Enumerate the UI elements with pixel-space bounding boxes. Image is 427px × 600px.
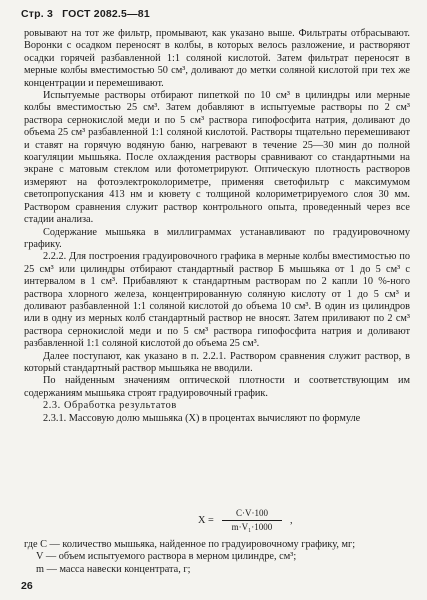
paragraph-graph: По найденным значениям оптической плотности и соответствующим им содержаниям мышьяка строят градуировочный график. [24, 375, 410, 399]
formula-denominator: m·V₁·1000 [231, 522, 273, 532]
page-number: 26 [21, 580, 33, 592]
definition-c: где C — количество мышьяка, найденное по градуировочному графику, мг; [24, 539, 356, 550]
main-text [24, 28, 410, 425]
variable-definitions [24, 539, 410, 576]
page-header [21, 8, 156, 20]
fraction-bar [222, 520, 282, 521]
section-heading: 2.3. Обработка результатов [43, 400, 177, 412]
formula-comma: , [290, 515, 293, 526]
paragraph-further: Далее поступают, как указано в п. 2.2.1. Раствором сравнения служит раствор, в который стандартный раствор мышьяка не вводили. [24, 350, 410, 374]
definition-v: V — объем испытуемого раствора в мерном цилиндре, см³; [36, 551, 297, 563]
paragraph-test-solutions: Испытуемые растворы отбирают пипеткой по 10 см³ в цилиндры или мерные колбы вместимостью 25 см³. Затем добавляют в испытуемые растворы по 2 см³ раствора сернокислой меди и по 5 см³ раствора гипофосфита натрия, доливают до объема 25 см³ разбавленной 1:1 соляной кислотой. Растворы тщательно перемешивают и ставят на горячую водяную баню, нагревают в течение 25—30 мин до полной коагуляции мышьяка. После охлаждения растворы сравнивают со стандартными на экране с матовым стеклом или фотометрируют. Оптическую плотность растворов измеряют на фотоэлектроколориметре, применяя светофильтр с максимумом светопропускания 413 нм и кювету с толщиной колориметрируемого слоя 30 мм. Раствором сравнения служит раствор контрольного опыта, проведенный через все стадии анализа. [24, 90, 410, 226]
mass-fraction-formula [198, 508, 318, 534]
definition-m: m — масса навески концентрата, г; [36, 563, 191, 575]
formula-lhs: X = [198, 515, 214, 526]
formula-fraction [220, 508, 284, 533]
paragraph-continuation: ровывают на тот же фильтр, промывают, как указано выше. Фильтраты отбрасывают. Воронки с осадком переносят в колбы, в которых велось разложение, и растворяют осадки горячей разбавленной 1:1 соляной кислотой. Затем фильтрат переносят в мерные колбы вместимостью 50 см³, доливают до метки соляной кислотой при тех же концентрации и перемешивают. [24, 28, 410, 89]
paragraph-arsenic-content: Содержание мышьяка в миллиграммах устанавливают по градуировочному графику. [24, 226, 410, 250]
standard-number: ГОСТ 2082.5—81 [62, 8, 150, 20]
paragraph-formula-intro: 2.3.1. Массовую долю мышьяка (X) в процентах вычисляют по формуле [43, 412, 361, 424]
formula-numerator: C·V·100 [236, 508, 268, 518]
paragraph-calibration: 2.2.2. Для построения градуировочного графика в мерные колбы вместимостью по 25 см³ или цилиндры отбирают стандартный раствор Б мышьяка от 1 до 5 см³ с интервалом в 1 см³. Прибавляют к стандартным растворам по 2 капли 10 %-ного раствора хлорного железа, концентрированную соляную кислоту от 1 до 5 см³ и доливают разбавленной 1:1 соляной кислотой до объема 10 см³. В один из цилиндров или в одну из мерных колб стандартный раствор не вносят. Затем приливают по 2 см³ раствора сернокислой меди и по 5 см³ раствора гипофосфита натрия и доливают разбавленной 1:1 соляной кислотой до объема 25 см³. [24, 251, 410, 350]
page-label: Стр. 3 [21, 8, 54, 20]
